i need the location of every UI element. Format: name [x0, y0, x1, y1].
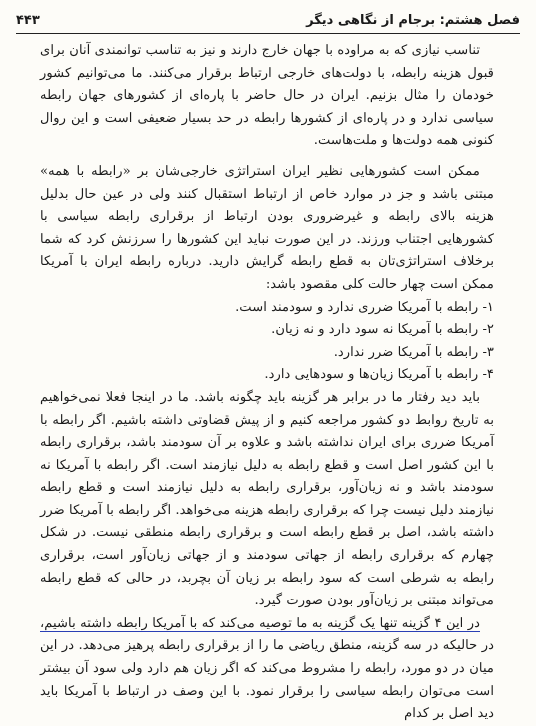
paragraph-4 — [40, 613, 494, 726]
paragraph-2: ممکن است کشورهایی نظیر ایران استراتژی خارجی‌شان بر «رابطه با همه» مبتنی باشد و جز در موارد خاص از ارتباط استقبال کنند ولی در عین حال بدلیل هزینه بالای رابطه و غیرضروری بودن ارتباط از برقراری رابطه سیاسی با کشورهایی اجتناب ورزند. در این صورت نباید این کشورها را سرزنش کرد که شما برخلاف استراتژی‌تان به قطع رابطه گرایش دارید. درباره رابطه ایران با آمریکا ممکن است چهار حالت کلی مقصود باشد: — [40, 163, 494, 292]
page-number: ۴۴۳ — [16, 12, 40, 28]
list-item-2: ۲- رابطه با آمریکا نه سود دارد و نه زیان. — [271, 322, 494, 338]
paragraph-gap — [40, 153, 494, 161]
paragraph-3: باید دید رفتار ما در برابر هر گزینه باید چگونه باشد. ما در اینجا فعلا نمی‌خواهیم به تاریخ روابط دو کشور مراجعه کنیم و از پیش قضاوتی داشته باشیم. اگر رابطه با آمریکا ضرری برای ایران نداشته باشد و علاوه بر آن سودمند باشد، برقراری رابطه با این کشور اصل است و قطع رابطه به دلیل نیازمند است. اگر رابطه با آمریکا نه سودمند باشد و نه زیان‌آور، برقراری رابطه به دلیل نیازمند است و قطع رابطه نیازمند دلیل نیست چرا که برقراری رابطه هزینه می‌خواهد. اگر رابطه با آمریکا ضرر داشته باشد، اصل بر قطع رابطه است و برقراری رابطه منطقی نیست. در شکل چهارم که برقراری رابطه از جهاتی سودمند و از جهاتی زیان‌آور است، برقراری رابطه به شرطی است که سود رابطه بر زیان آن بچربد، در حالی که قطع رابطه می‌تواند مبتنی بر زیان‌آور بودن صورت گیرد. — [40, 389, 494, 609]
paragraph-4-rest: در حالیکه در سه گزینه، منطق ریاضی ما را از برقراری رابطه پرهیز می‌دهد. در این میان در دو مورد، رابطه را مشروط می‌کند که اگر زیان هم دارد ولی سود آن بیشتر است می‌توان رابطه سیاسی را برقرار نمود. با این وصف در ارتباط با آمریکا باید دید اصل بر کدام — [40, 638, 494, 722]
paragraph-1: تناسب نیازی که به مراوده با جهان خارج دارند و نیز به تناسب توانمندی آنان برای قبول هزینه رابطه، با دولت‌های خارجی ارتباط برقرار می‌کنند. ما می‌توانیم کشور خودمان را مثال بزنیم. ایران در حال حاضر با پاره‌ای از کشورهای جهان رابطه سیاسی ندارد و در پاره‌ای از کشورها رابطه در حد بسیار ضعیفی است و این روال کنونی همه دولت‌ها و ملت‌هاست. — [40, 43, 494, 149]
header-rule — [16, 33, 520, 34]
underlined-sentence: در این ۴ گزینه تنها یک گزینه به ما توصیه می‌کند که با آمریکا رابطه داشته باشیم، — [40, 615, 481, 631]
running-header — [16, 8, 520, 32]
list-item-3: ۳- رابطه با آمریکا ضرر ندارد. — [333, 344, 494, 360]
chapter-title: فصل هشتم: برجام از نگاهی دیگر — [306, 12, 520, 28]
list-item-4: ۴- رابطه با آمریکا زیان‌ها و سودهایی دارد. — [264, 367, 494, 383]
body-text — [40, 40, 494, 726]
list-item-1: ۱- رابطه با آمریکا ضرری ندارد و سودمند است. — [235, 299, 494, 315]
